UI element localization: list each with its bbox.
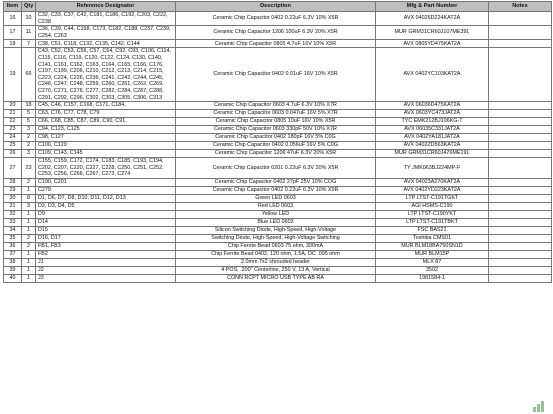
cell-item: 19	[4, 48, 22, 102]
cell-notes	[489, 40, 552, 48]
table-row	[4, 158, 552, 179]
cell-qty: 7	[22, 40, 36, 48]
cell-qty: 10	[22, 12, 36, 26]
cell-mfg-part-number: AGI HSMS-C190	[376, 202, 489, 210]
cell-reference-designator: C155, C159, C172, C174, C183, C185, C193, C194, C202, C207, C220, C227, C228, C250, C251, C252, C253, C256, C266, C267, C273, C274	[36, 158, 176, 179]
cell-description: Chip Ferrite Bead 0402, 120 ohm, 1.5A, DC .095 ohm	[176, 250, 376, 258]
cell-item: 23	[4, 126, 22, 134]
cell-notes	[489, 202, 552, 210]
cell-description: Ceramic Chip Capacitor 1206 100uF 6.3V 20% X5R	[176, 26, 376, 40]
cell-mfg-part-number: Toshiba CMS01	[376, 234, 489, 242]
cell-item: 35	[4, 234, 22, 242]
col-header-notes: Notes	[489, 2, 552, 12]
cell-notes	[489, 142, 552, 150]
table-row	[4, 48, 552, 102]
cell-mfg-part-number: MLX 87	[376, 258, 489, 266]
cell-description: Ceramic Chip Capacitor 0805 10uF 16V 10% X5R	[176, 118, 376, 126]
col-header-item: Item	[4, 2, 22, 12]
bom-table	[3, 1, 552, 283]
cell-notes	[489, 266, 552, 274]
cell-qty: 11	[22, 26, 36, 40]
cell-item: 36	[4, 242, 22, 250]
cell-mfg-part-number: LTP LTST-C191TBKT	[376, 218, 489, 226]
table-row	[4, 12, 552, 26]
cell-description: Ceramic Chip Capacitor 0402 0.22uF 6.3V 10% X5R	[176, 186, 376, 194]
cell-qty: 8	[22, 194, 36, 202]
table-row	[4, 258, 552, 266]
cell-notes	[489, 26, 552, 40]
cell-reference-designator: C43, C52, C53, C56, C57, C64, C92, C93, C106, C114, C115, C116, C119, C120, C122, C124, C130, C140, C141, C161, C162, C163, C164, C165, C166, C176, C197, C199, C206, C210, C212, C213, C214, C215, C223, C224, C226, C236, C241, C242, C244, C245, C246, C247, C248, C259, C260, C261, C262, C269, C270, C271, C276, C277, C282, C284, C287, C288, C291, C292, C296, C302, C303, C305, C306, C313	[36, 48, 176, 102]
table-row	[4, 242, 552, 250]
cell-mfg-part-number: FSC BAS21	[376, 226, 489, 234]
cell-item: 31	[4, 202, 22, 210]
cell-notes	[489, 48, 552, 102]
table-row	[4, 110, 552, 118]
cell-reference-designator: J1	[36, 258, 176, 266]
cell-notes	[489, 234, 552, 242]
bom-table-header	[4, 2, 552, 12]
cell-item: 16	[4, 12, 22, 26]
cell-description: Ceramic Chip Capacitor 0603 4.7uF 6.3V 10% X7R	[176, 102, 376, 110]
cell-mfg-part-number: AVX 04026D224KAT2A	[376, 12, 489, 26]
cell-item: 27	[4, 158, 22, 179]
cell-mfg-part-number: MUR GRM31CR60J476ME19L	[376, 150, 489, 158]
cell-item: 39	[4, 266, 22, 274]
cell-qty: 1	[22, 186, 36, 194]
cell-item: 33	[4, 218, 22, 226]
watermark-logo-icon	[533, 400, 547, 412]
cell-mfg-part-number: MUR GRM31CR60J107ME39L	[376, 26, 489, 40]
bom-table-body	[4, 12, 552, 283]
cell-qty: 2	[22, 242, 36, 250]
cell-qty: 3	[22, 202, 36, 210]
cell-mfg-part-number: AVX 0402YA181JAT2A	[376, 134, 489, 142]
cell-qty: 5	[22, 110, 36, 118]
cell-description: Ceramic Chip Capacitor 0402 180pF 16V 5% C0G	[176, 134, 376, 142]
table-row	[4, 40, 552, 48]
cell-description: Blue LED 0603	[176, 218, 376, 226]
cell-qty: 1	[22, 266, 36, 274]
cell-mfg-part-number: AVX 0402YD223KAT2A	[376, 186, 489, 194]
col-header-description: Description	[176, 2, 376, 12]
cell-item: 34	[4, 226, 22, 234]
cell-notes	[489, 242, 552, 250]
table-row	[4, 266, 552, 274]
cell-qty: 66	[22, 48, 36, 102]
table-row	[4, 134, 552, 142]
col-header-mfg-part-number: Mfg & Part Number	[376, 2, 489, 12]
cell-item: 30	[4, 194, 22, 202]
cell-qty: 1	[22, 258, 36, 266]
cell-description: Ceramic Chip Capacitor 0402 0.056uF 16V 5% C0G	[176, 142, 376, 150]
cell-reference-designator: D1, D6, D7, D8, D10, D11, D12, D13	[36, 194, 176, 202]
cell-description: Yellow LED	[176, 210, 376, 218]
cell-item: 37	[4, 250, 22, 258]
cell-item: 25	[4, 142, 22, 150]
cell-notes	[489, 186, 552, 194]
cell-mfg-part-number: AVX 04023A270KAT2A	[376, 178, 489, 186]
table-row	[4, 194, 552, 202]
cell-item: 20	[4, 102, 22, 110]
cell-reference-designator: C109, C143, C145	[36, 150, 176, 158]
cell-description: Ceramic Chip Capacitor 0402 0.22uF 6.3V 10% X5R	[176, 12, 376, 26]
cell-reference-designator: D14	[36, 218, 176, 226]
cell-reference-designator: FB1, FB3	[36, 242, 176, 250]
cell-reference-designator: D9	[36, 210, 176, 218]
cell-notes	[489, 126, 552, 134]
cell-qty: 1	[22, 226, 36, 234]
cell-description: Red LED 0603	[176, 202, 376, 210]
cell-reference-designator: C38, C51, C118, C132, C135, C142, C144	[36, 40, 176, 48]
cell-notes	[489, 118, 552, 126]
cell-description: Silicon Switching Diode, High-Speed, High-Voltage	[176, 226, 376, 234]
cell-reference-designator: D16, D17	[36, 234, 176, 242]
cell-description: Ceramic Chip Capacitor 1206 47uF 6.3V 20% X5R	[176, 150, 376, 158]
cell-qty: 2	[22, 178, 36, 186]
table-row	[4, 150, 552, 158]
cell-notes	[489, 274, 552, 282]
cell-notes	[489, 194, 552, 202]
cell-qty: 1	[22, 274, 36, 282]
table-row	[4, 274, 552, 282]
cell-item: 40	[4, 274, 22, 282]
table-row	[4, 186, 552, 194]
cell-mfg-part-number: TYC EMK212BJ106KG-T	[376, 118, 489, 126]
cell-mfg-part-number: AVX 0603YC473JAT2A	[376, 110, 489, 118]
cell-item: 28	[4, 178, 22, 186]
cell-item: 21	[4, 110, 22, 118]
cell-qty: 1	[22, 218, 36, 226]
cell-reference-designator: D2, D3, D4, D5	[36, 202, 176, 210]
cell-notes	[489, 110, 552, 118]
table-row	[4, 178, 552, 186]
table-row	[4, 218, 552, 226]
cell-mfg-part-number: 3502	[376, 266, 489, 274]
table-row	[4, 234, 552, 242]
cell-qty: 1	[22, 250, 36, 258]
cell-description: Switching Diode, High-Speed, High-Voltage Switching	[176, 234, 376, 242]
cell-description: Ceramic Chip Capacitor 0603 330pF 50V 10% X7R	[176, 126, 376, 134]
cell-reference-designator: C63, C76, C77, C78, C79	[36, 110, 176, 118]
table-row	[4, 210, 552, 218]
cell-notes	[489, 218, 552, 226]
cell-mfg-part-number: AVX 06035C331JAT2A	[376, 126, 489, 134]
cell-description: Ceramic Chip Capacitor 0603 0.047uF 16V 5% X7R	[176, 110, 376, 118]
cell-qty: 3	[22, 126, 36, 134]
cell-reference-designator: FB2	[36, 250, 176, 258]
cell-description: Green LED 0603	[176, 194, 376, 202]
table-row	[4, 202, 552, 210]
cell-notes	[489, 12, 552, 26]
cell-qty: 2	[22, 234, 36, 242]
cell-mfg-part-number: MUR BLM15P	[376, 250, 489, 258]
cell-qty: 23	[22, 158, 36, 179]
cell-item: 26	[4, 150, 22, 158]
cell-mfg-part-number: LTP LTST-C191TGKT	[376, 194, 489, 202]
cell-mfg-part-number: AVX 0402YC103KAT2A	[376, 48, 489, 102]
header-row	[4, 2, 552, 12]
cell-description: Chip Ferrite Bead 0603 75 ohm, 300mA	[176, 242, 376, 250]
cell-reference-designator: C36, C39, C44, C158, C173, C182, C188, C237, C239, C254, C263	[36, 26, 176, 40]
cell-description: Ceramic Chip Capacitor 0201 0.22uF 6.3V 20% X5R	[176, 158, 376, 179]
table-row	[4, 250, 552, 258]
cell-reference-designator: J2	[36, 266, 176, 274]
cell-reference-designator: C98, C127	[36, 134, 176, 142]
cell-description: CONN RCPT MICRO USB TYPE AB RA	[176, 274, 376, 282]
cell-item: 22	[4, 118, 22, 126]
cell-notes	[489, 102, 552, 110]
table-row	[4, 142, 552, 150]
cell-reference-designator: C32, C33, C37, C42, C181, C186, C192, C203, C222, C238	[36, 12, 176, 26]
cell-qty: 2	[22, 142, 36, 150]
cell-description: 4 POS, .200" Centerline, 250 V, 13 A, Vertical	[176, 266, 376, 274]
cell-item: 24	[4, 134, 22, 142]
cell-qty: 3	[22, 150, 36, 158]
table-row	[4, 118, 552, 126]
cell-description: Ceramic Chip Capacitor 0805 4.7uF 16V 10% X5R	[176, 40, 376, 48]
col-header-qty: Qty	[22, 2, 36, 12]
cell-mfg-part-number: AVX 0402ZD563KAT2A	[376, 142, 489, 150]
cell-description: 2.0mm 7x2 shrouded header	[176, 258, 376, 266]
cell-notes	[489, 258, 552, 266]
cell-description: Ceramic Chip Capacitor 0402 27pF 25V 10% COG	[176, 178, 376, 186]
cell-mfg-part-number: 1981584-1	[376, 274, 489, 282]
cell-reference-designator: C45, C46, C157, C168, C171, C184,	[36, 102, 176, 110]
cell-reference-designator: D15	[36, 226, 176, 234]
cell-mfg-part-number: AVX 0805YD475KAT2A	[376, 40, 489, 48]
cell-notes	[489, 158, 552, 179]
cell-reference-designator: C279	[36, 186, 176, 194]
cell-notes	[489, 178, 552, 186]
cell-item: 32	[4, 210, 22, 218]
cell-reference-designator: C100, C129	[36, 142, 176, 150]
cell-mfg-part-number: TY JMK063BJ224MP-F	[376, 158, 489, 179]
cell-qty: 18	[22, 102, 36, 110]
cell-notes	[489, 226, 552, 234]
col-header-reference-designator: Reference Designator	[36, 2, 176, 12]
cell-reference-designator: C190, C201	[36, 178, 176, 186]
table-row	[4, 26, 552, 40]
cell-notes	[489, 210, 552, 218]
cell-notes	[489, 150, 552, 158]
cell-item: 18	[4, 40, 22, 48]
table-row	[4, 102, 552, 110]
table-row	[4, 226, 552, 234]
cell-reference-designator: C66, C68, C85, C87, C89, C90, C91,	[36, 118, 176, 126]
cell-notes	[489, 134, 552, 142]
cell-qty: 1	[22, 210, 36, 218]
cell-mfg-part-number: MUR BLM18BA750SN1D	[376, 242, 489, 250]
cell-mfg-part-number: LTP LTST-C190YKT	[376, 210, 489, 218]
cell-reference-designator: C94, C123, C125	[36, 126, 176, 134]
cell-item: 29	[4, 186, 22, 194]
watermark	[533, 400, 547, 412]
table-row	[4, 126, 552, 134]
cell-item: 38	[4, 258, 22, 266]
cell-description: Ceramic Chip Capacitor 0402 0.01uF 16V 10% X5R	[176, 48, 376, 102]
cell-item: 17	[4, 26, 22, 40]
cell-notes	[489, 250, 552, 258]
cell-reference-designator: J3	[36, 274, 176, 282]
cell-qty: 2	[22, 134, 36, 142]
cell-qty: 5	[22, 118, 36, 126]
cell-mfg-part-number: AVX 06036D475KAT2A	[376, 102, 489, 110]
